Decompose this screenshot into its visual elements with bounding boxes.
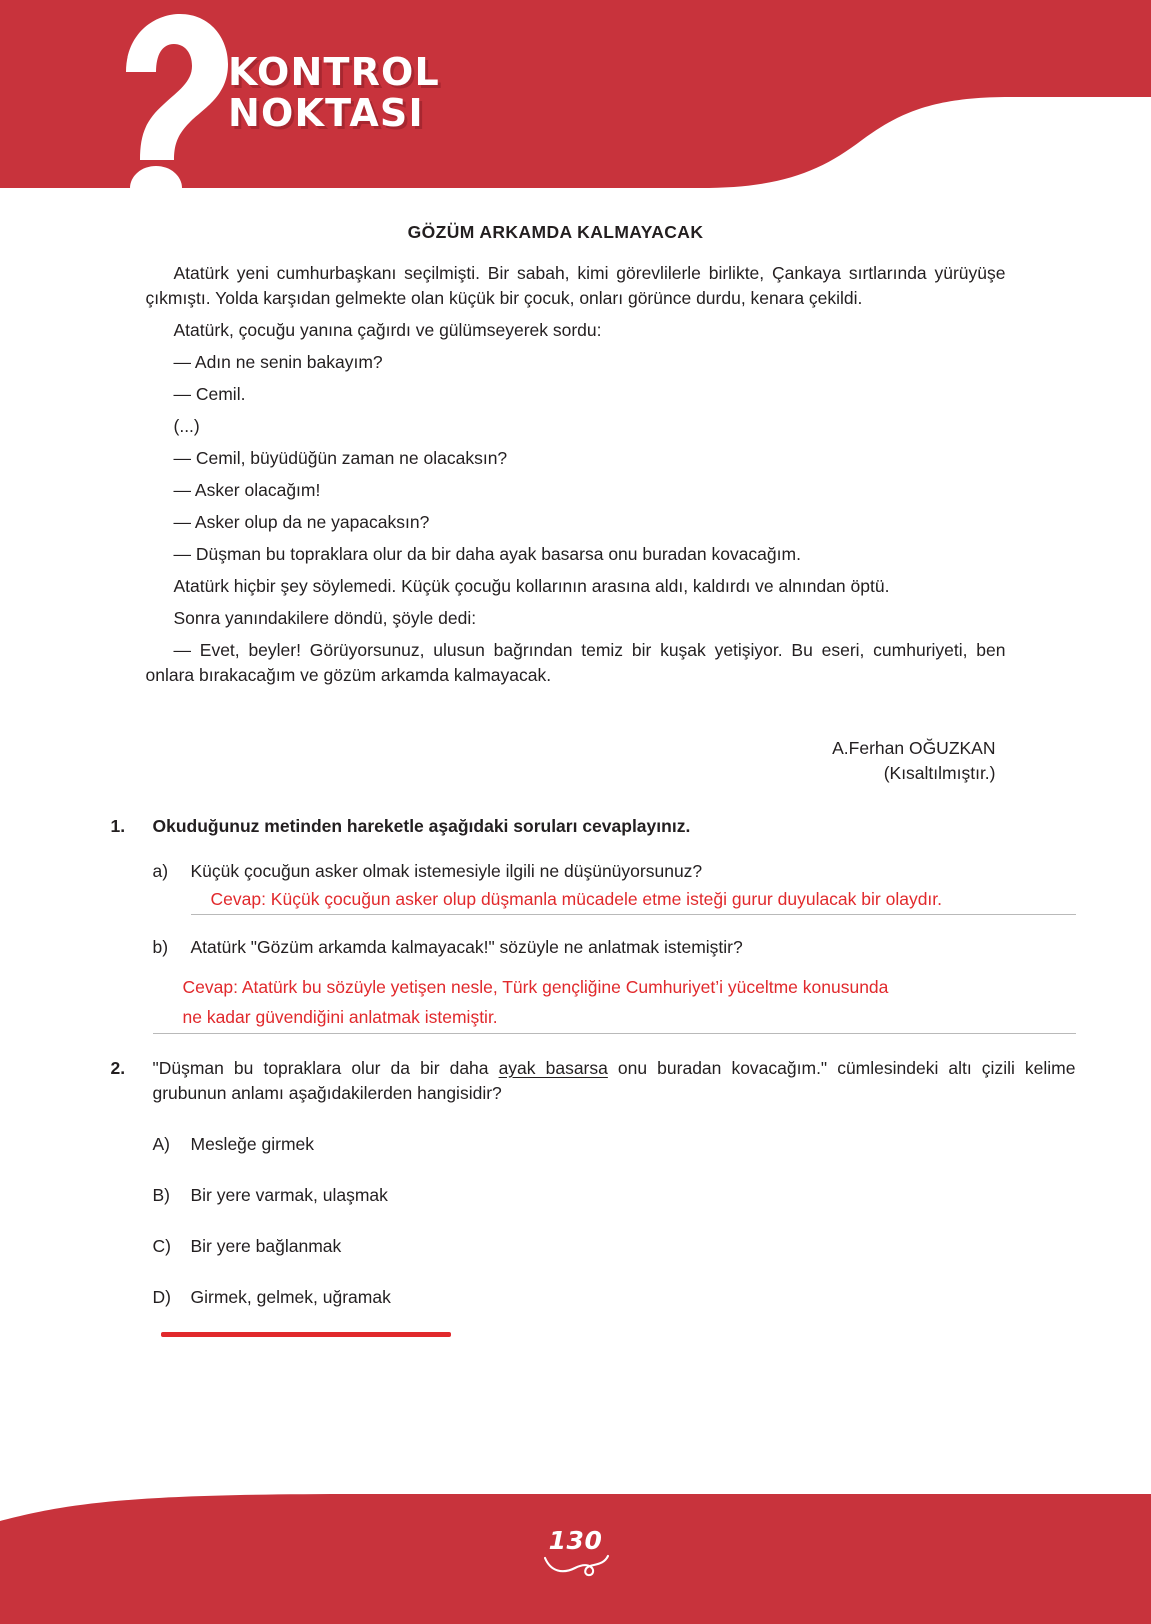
question-2-prompt [153, 1056, 1076, 1106]
reading-paragraph: — Evet, beyler! Görüyorsunuz, ulusun bağrından temiz bir kuşak yetişiyor. Bu eseri, cumhuriyeti, ben onlara bırakacağım ve gözüm arkamda kalmayacak. [145, 640, 1006, 685]
reading-paragraph: Atatürk, çocuğu yanına çağırdı ve gülümseyerek sordu: [173, 320, 602, 340]
page-content [0, 222, 1151, 1337]
option-b[interactable] [111, 1183, 1076, 1208]
reading-paragraph: Atatürk hiçbir şey söylemedi. Küçük çocuğu kollarının arasına aldı, kaldırdı ve alnından öptü. [173, 576, 890, 596]
swirl-ornament-icon [541, 1552, 611, 1578]
reading-paragraph: Atatürk yeni cumhurbaşkanı seçilmişti. Bir sabah, kimi görevlilerle birlikte, Çankaya sırtlarında yürüyüşe çıkmıştı. Yolda karşıdan gelmekte olan küçük bir çocuk, onları görünce durdu, kenara çekildi. [145, 263, 1006, 308]
answer-line[interactable]: Cevap: Atatürk bu sözüyle yetişen nesle, Türk gençliğine Cumhuriyet’i yüceltme konusunda [182, 977, 889, 997]
question-1b-answer-area[interactable] [111, 972, 1076, 1034]
questions-section [76, 814, 1076, 1337]
header-title-line1: KONTROL [228, 50, 440, 94]
question-1b-text: Atatürk "Gözüm arkamda kalmayacak!" sözüyle ne anlatmak istemiştir? [190, 937, 743, 957]
option-d[interactable] [111, 1285, 1076, 1310]
option-c-label: C) [152, 1236, 171, 1256]
reading-title: GÖZÜM ARKAMDA KALMAYACAK [407, 222, 704, 242]
option-c[interactable] [111, 1234, 1076, 1259]
attribution [146, 736, 1006, 786]
question-mark-icon [106, 12, 231, 212]
answer-line[interactable]: ne kadar güvendiğini anlatmak istemiştir. [153, 1002, 1076, 1034]
header-title [228, 52, 440, 134]
question-1-number: 1. [110, 816, 126, 836]
dialogue-line: — Cemil. [173, 384, 246, 404]
reading-body [146, 261, 1006, 688]
option-b-label: B) [152, 1185, 170, 1205]
page-number: 130 [548, 1526, 603, 1555]
red-answer-underline [161, 1332, 451, 1337]
dialogue-line: — Asker olup da ne yapacaksın? [173, 512, 430, 532]
dialogue-line: — Adın ne senin bakayım? [173, 352, 383, 372]
question-1a-text: Küçük çocuğun asker olmak istemesiyle ilgili ne düşünüyorsunuz? [190, 861, 703, 881]
question-1a-label: a) [152, 861, 169, 881]
question-2-prompt-before: "Düşman bu topraklara olur da bir daha [152, 1058, 499, 1078]
option-d-text: Girmek, gelmek, uğramak [190, 1287, 391, 1307]
answer-line[interactable]: Cevap: Küçük çocuğun asker olup düşmanla mücadele etme isteği gurur duyulacak bir olaydır. [191, 886, 1076, 915]
question-1a-answer-area[interactable] [111, 886, 1076, 915]
page-footer-banner [0, 1464, 1151, 1624]
dialogue-line: — Düşman bu topraklara olur da bir daha ayak basarsa onu buradan kovacağım. [173, 544, 801, 564]
dialogue-line: — Asker olacağım! [173, 480, 321, 500]
option-a[interactable] [111, 1132, 1076, 1157]
question-2 [111, 1056, 1076, 1106]
option-a-label: A) [152, 1134, 170, 1154]
question-2-prompt-after: onu buradan kovacağım." cümlesindeki altı çizili kelime grubunun anlamı aşağıdakilerden hangisidir? [152, 1058, 1076, 1103]
header-title-line2: NOKTASI [228, 91, 424, 135]
dialogue-line: — Cemil, büyüdüğün zaman ne olacaksın? [173, 448, 508, 468]
author-name: A.Ferhan OĞUZKAN [832, 738, 996, 758]
question-1a [111, 859, 1076, 884]
question-1b [111, 935, 1076, 960]
option-a-text: Mesleğe girmek [190, 1134, 315, 1154]
option-c-text: Bir yere bağlanmak [190, 1236, 342, 1256]
dialogue-line: (...) [173, 416, 200, 436]
author-note: (Kısaltılmıştır.) [883, 763, 996, 783]
option-b-text: Bir yere varmak, ulaşmak [190, 1185, 388, 1205]
question-1b-label: b) [152, 937, 169, 957]
reading-paragraph: Sonra yanındakilere döndü, şöyle dedi: [173, 608, 477, 628]
page-header-banner [0, 0, 1151, 210]
option-d-label: D) [152, 1287, 171, 1307]
question-2-number: 2. [110, 1058, 126, 1078]
question-1-prompt: Okuduğunuz metinden hareketle aşağıdaki soruları cevaplayınız. [152, 816, 691, 836]
question-1 [111, 814, 1076, 839]
question-2-prompt-underlined: ayak basarsa [498, 1058, 608, 1078]
